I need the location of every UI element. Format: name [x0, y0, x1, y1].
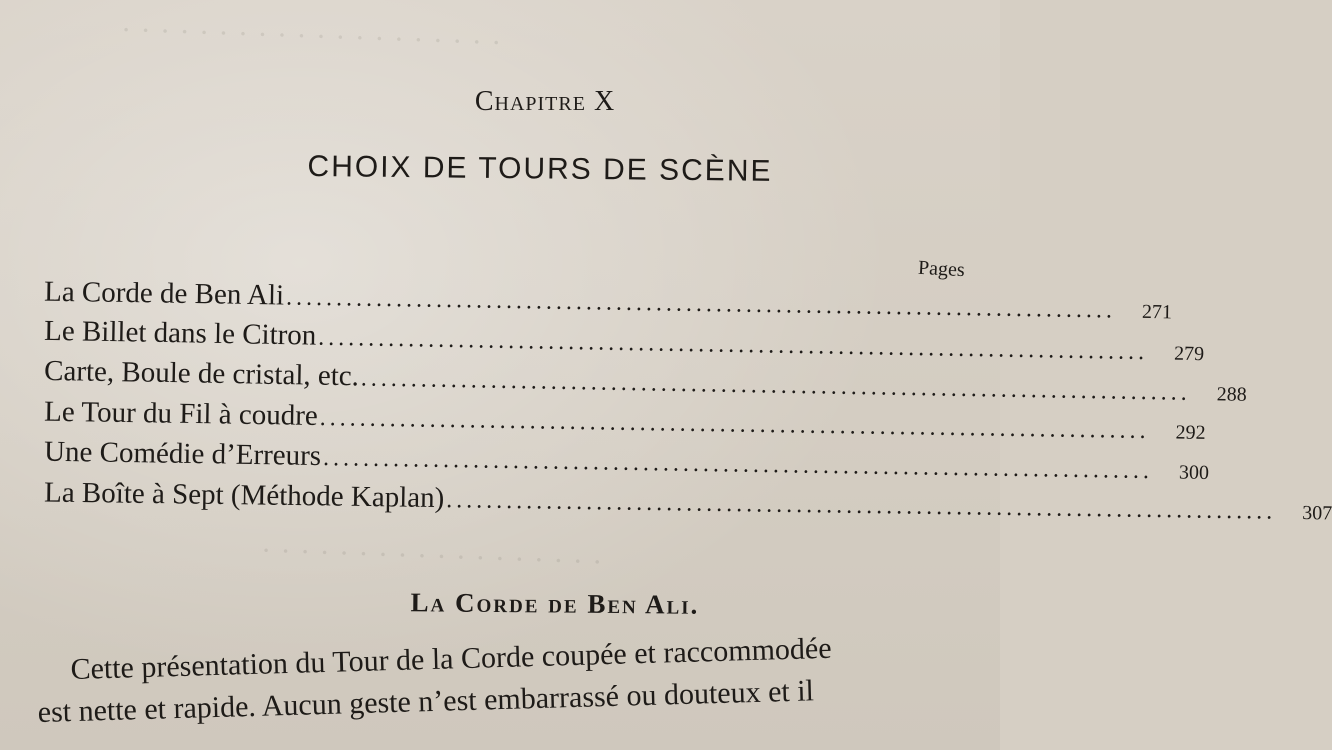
- section-heading: La Corde de Ben Ali.: [410, 587, 700, 620]
- leader-dots: ...................................................................................: [360, 365, 1192, 406]
- chapter-label: Chapitre X: [474, 86, 616, 117]
- toc-entry-title: La Corde de Ben Ali: [43, 275, 285, 312]
- leader-dots: ...................................................................................: [318, 324, 1149, 366]
- leader-dots: ...................................................................................: [319, 405, 1150, 445]
- chapter-title: CHOIX DE TOURS DE SCÈNE: [307, 149, 773, 188]
- toc-entry-title: Une Comédie d’Erreurs: [43, 435, 322, 473]
- bleed-through-text: · · · · · · · · · · · · · · · · · · · ·: [119, 13, 502, 60]
- table-of-contents: [43, 275, 1332, 525]
- toc-entry-title: La Boîte à Sept (Méthode Kaplan): [43, 476, 445, 515]
- toc-entry-page: 279: [1173, 342, 1205, 366]
- toc-entry-page: 307: [1302, 502, 1332, 525]
- toc-entry-title: Le Billet dans le Citron: [43, 314, 317, 352]
- pages-column-header: Pages: [917, 256, 966, 282]
- leader-dots: ...................................................................................: [446, 487, 1277, 525]
- toc-entry-page: 300: [1178, 461, 1210, 484]
- paragraph-line: est nette et rapide. Aucun geste n’est embarrassé ou douteux et il: [37, 674, 815, 729]
- body-paragraph: [36, 623, 998, 734]
- bleed-through-text: · · · · · · · · · · · · · · · · · ·: [259, 534, 603, 579]
- toc-entry-title: Carte, Boule de cristal, etc.: [43, 354, 360, 393]
- toc-entry-title: Le Tour du Fil à coudre: [43, 395, 319, 432]
- leader-dots: ...................................................................................: [285, 284, 1117, 324]
- toc-entry-page: 271: [1141, 300, 1173, 324]
- toc-entry-page: 292: [1175, 421, 1206, 444]
- leader-dots: ...................................................................................: [322, 445, 1154, 485]
- toc-entry-page: 288: [1216, 383, 1247, 406]
- paragraph-line: Cette présentation du Tour de la Corde coupée et raccommodée: [70, 631, 832, 687]
